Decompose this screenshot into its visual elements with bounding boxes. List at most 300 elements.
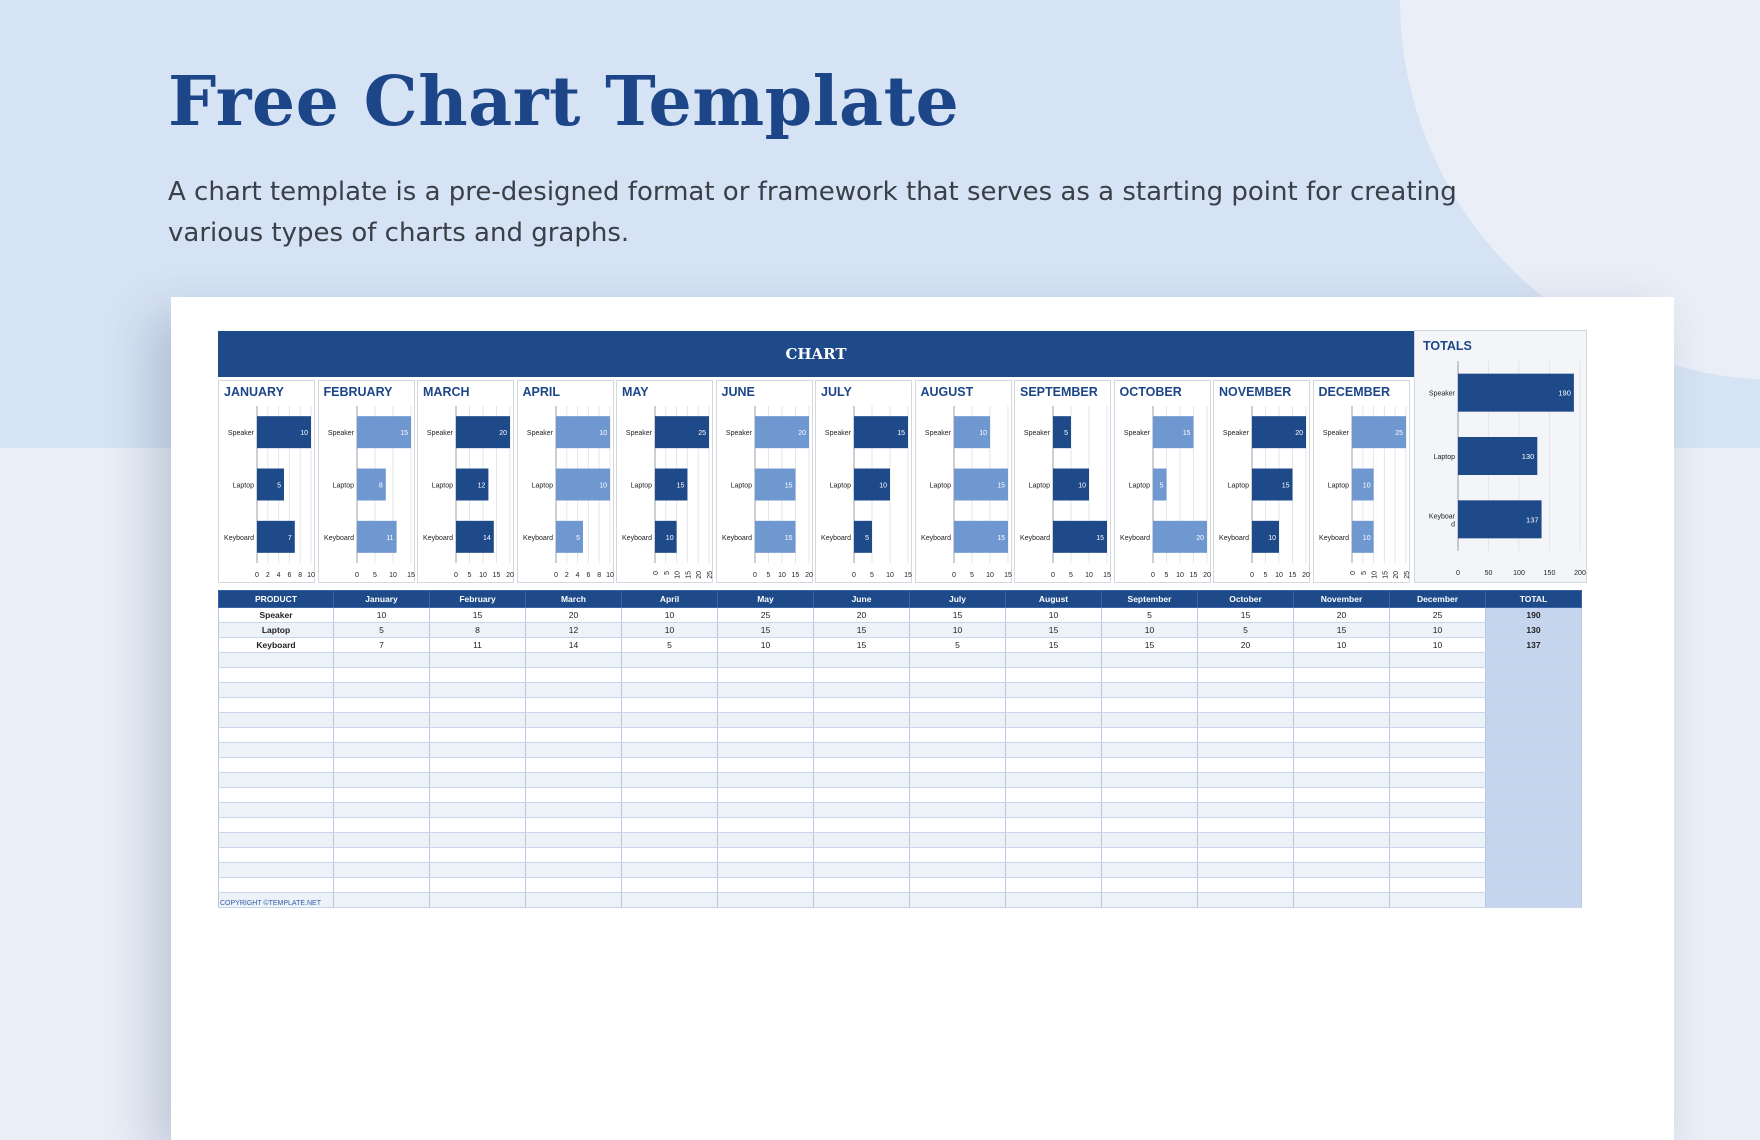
empty-cell[interactable] xyxy=(1390,758,1486,773)
empty-cell[interactable] xyxy=(1102,848,1198,863)
empty-cell[interactable] xyxy=(334,683,430,698)
empty-cell[interactable] xyxy=(910,818,1006,833)
empty-cell[interactable] xyxy=(526,713,622,728)
total-cell[interactable]: 190 xyxy=(1486,608,1582,623)
empty-cell[interactable] xyxy=(1006,863,1102,878)
empty-cell[interactable] xyxy=(718,788,814,803)
empty-cell[interactable] xyxy=(1102,803,1198,818)
value-cell[interactable]: 7 xyxy=(334,638,430,653)
category-label: Speaker xyxy=(1023,430,1050,438)
empty-cell[interactable] xyxy=(622,833,718,848)
empty-cell[interactable] xyxy=(430,683,526,698)
empty-cell[interactable] xyxy=(219,863,334,878)
empty-cell[interactable] xyxy=(622,743,718,758)
value-cell[interactable]: 15 xyxy=(1294,623,1390,638)
empty-cell[interactable] xyxy=(1390,653,1486,668)
empty-cell[interactable] xyxy=(1102,698,1198,713)
empty-cell[interactable] xyxy=(718,668,814,683)
empty-cell[interactable] xyxy=(1294,893,1390,908)
empty-cell[interactable] xyxy=(1102,788,1198,803)
empty-cell[interactable] xyxy=(334,773,430,788)
empty-cell[interactable] xyxy=(814,683,910,698)
empty-cell[interactable] xyxy=(430,818,526,833)
empty-cell[interactable] xyxy=(814,773,910,788)
value-cell[interactable]: 15 xyxy=(718,623,814,638)
empty-cell[interactable] xyxy=(430,773,526,788)
empty-cell[interactable] xyxy=(814,758,910,773)
empty-cell[interactable] xyxy=(1486,698,1582,713)
value-cell[interactable]: 5 xyxy=(1102,608,1198,623)
empty-cell[interactable] xyxy=(910,668,1006,683)
empty-cell[interactable] xyxy=(1198,653,1294,668)
empty-cell[interactable] xyxy=(1390,743,1486,758)
empty-cell[interactable] xyxy=(219,848,334,863)
empty-cell[interactable] xyxy=(1006,848,1102,863)
empty-cell[interactable] xyxy=(1294,758,1390,773)
empty-cell[interactable] xyxy=(1102,773,1198,788)
empty-cell[interactable] xyxy=(334,713,430,728)
empty-cell[interactable] xyxy=(334,698,430,713)
empty-cell[interactable] xyxy=(1486,818,1582,833)
total-cell[interactable]: 137 xyxy=(1486,638,1582,653)
empty-cell[interactable] xyxy=(1486,878,1582,893)
empty-cell[interactable] xyxy=(430,788,526,803)
chart-title: JANUARY xyxy=(224,385,284,399)
value-cell[interactable]: 15 xyxy=(1006,623,1102,638)
empty-cell[interactable] xyxy=(814,713,910,728)
empty-cell[interactable] xyxy=(430,728,526,743)
empty-cell[interactable] xyxy=(219,728,334,743)
empty-cell[interactable] xyxy=(622,713,718,728)
empty-cell[interactable] xyxy=(1198,758,1294,773)
empty-cell[interactable] xyxy=(526,803,622,818)
empty-cell[interactable] xyxy=(1486,893,1582,908)
value-cell[interactable]: 10 xyxy=(622,608,718,623)
empty-cell[interactable] xyxy=(718,698,814,713)
empty-cell[interactable] xyxy=(1198,863,1294,878)
empty-cell[interactable] xyxy=(910,683,1006,698)
value-cell[interactable]: 25 xyxy=(1390,608,1486,623)
empty-cell[interactable] xyxy=(718,893,814,908)
empty-cell[interactable] xyxy=(1102,893,1198,908)
empty-cell[interactable] xyxy=(814,818,910,833)
empty-cell[interactable] xyxy=(622,803,718,818)
empty-cell[interactable] xyxy=(1486,683,1582,698)
empty-cell[interactable] xyxy=(1198,698,1294,713)
value-cell[interactable]: 12 xyxy=(526,623,622,638)
empty-cell[interactable] xyxy=(910,863,1006,878)
bar-value-label: 10 xyxy=(665,534,674,542)
empty-cell[interactable] xyxy=(814,848,910,863)
empty-cell[interactable] xyxy=(718,713,814,728)
value-cell[interactable]: 10 xyxy=(1006,608,1102,623)
empty-cell[interactable] xyxy=(1006,698,1102,713)
value-cell[interactable]: 5 xyxy=(622,638,718,653)
empty-cell[interactable] xyxy=(1486,743,1582,758)
empty-cell[interactable] xyxy=(526,683,622,698)
empty-cell[interactable] xyxy=(622,773,718,788)
empty-cell[interactable] xyxy=(334,803,430,818)
empty-cell[interactable] xyxy=(526,773,622,788)
spreadsheet-sheet xyxy=(171,297,1674,1140)
value-cell[interactable]: 15 xyxy=(1198,608,1294,623)
empty-cell[interactable] xyxy=(334,758,430,773)
empty-cell[interactable] xyxy=(1294,668,1390,683)
value-cell[interactable]: 10 xyxy=(1390,623,1486,638)
empty-cell[interactable] xyxy=(1102,728,1198,743)
empty-cell[interactable] xyxy=(814,893,910,908)
value-cell[interactable]: 25 xyxy=(718,608,814,623)
empty-cell[interactable] xyxy=(1390,683,1486,698)
value-cell[interactable]: 10 xyxy=(910,623,1006,638)
value-cell[interactable]: 14 xyxy=(526,638,622,653)
empty-cell[interactable] xyxy=(1198,848,1294,863)
empty-cell[interactable] xyxy=(622,758,718,773)
value-cell[interactable]: 15 xyxy=(1006,638,1102,653)
empty-cell[interactable] xyxy=(1198,893,1294,908)
empty-cell[interactable] xyxy=(1390,863,1486,878)
empty-cell[interactable] xyxy=(718,773,814,788)
empty-cell[interactable] xyxy=(622,683,718,698)
empty-cell[interactable] xyxy=(219,683,334,698)
empty-cell[interactable] xyxy=(430,698,526,713)
empty-cell[interactable] xyxy=(526,698,622,713)
empty-cell[interactable] xyxy=(1294,698,1390,713)
empty-cell[interactable] xyxy=(1294,743,1390,758)
empty-cell[interactable] xyxy=(718,743,814,758)
empty-cell[interactable] xyxy=(718,758,814,773)
empty-cell[interactable] xyxy=(526,893,622,908)
empty-cell[interactable] xyxy=(334,878,430,893)
empty-cell[interactable] xyxy=(910,713,1006,728)
empty-cell[interactable] xyxy=(430,743,526,758)
empty-cell[interactable] xyxy=(1486,848,1582,863)
empty-cell[interactable] xyxy=(910,773,1006,788)
value-cell[interactable]: 10 xyxy=(718,638,814,653)
empty-cell[interactable] xyxy=(622,863,718,878)
empty-cell[interactable] xyxy=(622,788,718,803)
empty-cell[interactable] xyxy=(1486,773,1582,788)
empty-cell[interactable] xyxy=(1294,683,1390,698)
empty-cell[interactable] xyxy=(526,668,622,683)
empty-cell[interactable] xyxy=(334,668,430,683)
empty-cell[interactable] xyxy=(1294,818,1390,833)
empty-cell[interactable] xyxy=(622,848,718,863)
empty-cell[interactable] xyxy=(1486,863,1582,878)
value-cell[interactable]: 15 xyxy=(1102,638,1198,653)
empty-cell[interactable] xyxy=(718,728,814,743)
tick-label: 0 xyxy=(1250,572,1254,579)
empty-cell[interactable] xyxy=(1390,788,1486,803)
value-cell[interactable]: 20 xyxy=(1198,638,1294,653)
empty-cell[interactable] xyxy=(1102,653,1198,668)
empty-cell[interactable] xyxy=(219,713,334,728)
empty-cell[interactable] xyxy=(219,818,334,833)
empty-cell[interactable] xyxy=(334,818,430,833)
chart-title: APRIL xyxy=(522,385,560,399)
tick-label: 5 xyxy=(663,571,671,575)
empty-cell[interactable] xyxy=(910,893,1006,908)
empty-cell[interactable] xyxy=(1006,668,1102,683)
empty-cell[interactable] xyxy=(219,668,334,683)
value-cell[interactable]: 10 xyxy=(1102,623,1198,638)
empty-cell[interactable] xyxy=(526,818,622,833)
value-cell[interactable]: 20 xyxy=(814,608,910,623)
empty-cell[interactable] xyxy=(814,803,910,818)
empty-cell[interactable] xyxy=(718,863,814,878)
value-cell[interactable]: 5 xyxy=(910,638,1006,653)
empty-cell[interactable] xyxy=(1006,833,1102,848)
empty-cell[interactable] xyxy=(1294,713,1390,728)
tick-label: 0 xyxy=(951,572,956,579)
empty-cell[interactable] xyxy=(334,893,430,908)
empty-cell[interactable] xyxy=(814,698,910,713)
value-cell[interactable]: 8 xyxy=(430,623,526,638)
value-cell[interactable]: 15 xyxy=(430,608,526,623)
empty-cell[interactable] xyxy=(430,653,526,668)
empty-cell[interactable] xyxy=(1294,653,1390,668)
empty-cell[interactable] xyxy=(334,653,430,668)
empty-cell[interactable] xyxy=(334,743,430,758)
empty-cell[interactable] xyxy=(526,758,622,773)
value-cell[interactable]: 10 xyxy=(1294,638,1390,653)
empty-cell[interactable] xyxy=(1390,728,1486,743)
empty-cell[interactable] xyxy=(1102,743,1198,758)
empty-cell[interactable] xyxy=(814,863,910,878)
empty-cell[interactable] xyxy=(526,788,622,803)
chart-title: JULY xyxy=(821,385,852,399)
empty-cell[interactable] xyxy=(622,893,718,908)
empty-cell[interactable] xyxy=(1486,713,1582,728)
empty-cell[interactable] xyxy=(1198,833,1294,848)
empty-cell[interactable] xyxy=(1006,743,1102,758)
empty-cell[interactable] xyxy=(1294,848,1390,863)
total-cell[interactable]: 130 xyxy=(1486,623,1582,638)
empty-cell[interactable] xyxy=(219,803,334,818)
product-cell[interactable]: Speaker xyxy=(219,608,334,623)
empty-cell[interactable] xyxy=(1198,743,1294,758)
value-cell[interactable]: 5 xyxy=(334,623,430,638)
empty-cell[interactable] xyxy=(219,878,334,893)
value-cell[interactable]: 10 xyxy=(334,608,430,623)
empty-cell[interactable] xyxy=(910,878,1006,893)
empty-cell[interactable] xyxy=(1198,683,1294,698)
bar-value-label: 15 xyxy=(1182,430,1190,438)
empty-cell[interactable] xyxy=(1198,878,1294,893)
value-cell[interactable]: 15 xyxy=(814,638,910,653)
empty-cell[interactable] xyxy=(334,833,430,848)
value-cell[interactable]: 10 xyxy=(1390,638,1486,653)
empty-cell[interactable] xyxy=(910,788,1006,803)
empty-cell[interactable] xyxy=(718,803,814,818)
empty-cell[interactable] xyxy=(622,818,718,833)
empty-cell[interactable] xyxy=(1294,878,1390,893)
tick-label: 20 xyxy=(1202,572,1211,579)
empty-cell[interactable] xyxy=(1006,893,1102,908)
empty-cell[interactable] xyxy=(1390,848,1486,863)
empty-cell[interactable] xyxy=(1198,803,1294,818)
empty-cell[interactable] xyxy=(219,773,334,788)
empty-cell[interactable] xyxy=(1102,833,1198,848)
empty-cell[interactable] xyxy=(1102,668,1198,683)
empty-cell[interactable] xyxy=(430,713,526,728)
empty-cell[interactable] xyxy=(1294,803,1390,818)
empty-cell[interactable] xyxy=(1390,773,1486,788)
empty-cell[interactable] xyxy=(430,758,526,773)
empty-cell[interactable] xyxy=(526,653,622,668)
empty-cell[interactable] xyxy=(1198,713,1294,728)
empty-cell[interactable] xyxy=(718,653,814,668)
empty-cell[interactable] xyxy=(1294,788,1390,803)
tick-label: 2 xyxy=(265,572,270,579)
empty-cell[interactable] xyxy=(219,833,334,848)
empty-cell[interactable] xyxy=(622,653,718,668)
category-label: Keyboard xyxy=(323,534,354,542)
empty-cell[interactable] xyxy=(1102,878,1198,893)
empty-cell[interactable] xyxy=(1390,818,1486,833)
empty-cell[interactable] xyxy=(622,698,718,713)
empty-cell[interactable] xyxy=(1486,788,1582,803)
empty-cell[interactable] xyxy=(814,788,910,803)
empty-cell[interactable] xyxy=(1390,833,1486,848)
empty-cell[interactable] xyxy=(1390,698,1486,713)
empty-cell[interactable] xyxy=(334,863,430,878)
empty-cell[interactable] xyxy=(1102,758,1198,773)
empty-cell[interactable] xyxy=(1102,683,1198,698)
empty-cell[interactable] xyxy=(526,863,622,878)
value-cell[interactable]: 20 xyxy=(526,608,622,623)
empty-cell[interactable] xyxy=(334,848,430,863)
empty-cell[interactable] xyxy=(1006,683,1102,698)
empty-cell[interactable] xyxy=(1006,878,1102,893)
empty-cell[interactable] xyxy=(910,728,1006,743)
empty-cell[interactable] xyxy=(1006,653,1102,668)
empty-cell[interactable] xyxy=(814,728,910,743)
empty-cell[interactable] xyxy=(526,878,622,893)
empty-cell[interactable] xyxy=(430,668,526,683)
empty-cell[interactable] xyxy=(1006,728,1102,743)
empty-cell[interactable] xyxy=(219,788,334,803)
empty-cell[interactable] xyxy=(1006,773,1102,788)
empty-cell[interactable] xyxy=(1486,803,1582,818)
empty-cell[interactable] xyxy=(1390,803,1486,818)
empty-cell[interactable] xyxy=(1486,758,1582,773)
empty-cell[interactable] xyxy=(1486,668,1582,683)
empty-cell[interactable] xyxy=(814,833,910,848)
empty-cell[interactable] xyxy=(1486,728,1582,743)
value-cell[interactable]: 10 xyxy=(622,623,718,638)
empty-cell[interactable] xyxy=(1294,863,1390,878)
tick-label: 15 xyxy=(1381,571,1389,579)
value-cell[interactable]: 15 xyxy=(910,608,1006,623)
product-cell[interactable]: Laptop xyxy=(219,623,334,638)
empty-cell[interactable] xyxy=(1390,713,1486,728)
empty-cell[interactable] xyxy=(910,653,1006,668)
value-cell[interactable]: 5 xyxy=(1198,623,1294,638)
empty-cell[interactable] xyxy=(1294,773,1390,788)
empty-cell[interactable] xyxy=(910,848,1006,863)
empty-cell[interactable] xyxy=(430,878,526,893)
empty-cell[interactable] xyxy=(219,653,334,668)
tick-label: 5 xyxy=(372,572,377,579)
empty-cell[interactable] xyxy=(718,833,814,848)
empty-cell[interactable] xyxy=(718,878,814,893)
empty-cell[interactable] xyxy=(910,833,1006,848)
empty-cell[interactable] xyxy=(1486,833,1582,848)
empty-cell[interactable] xyxy=(1006,713,1102,728)
empty-cell[interactable] xyxy=(718,818,814,833)
empty-cell[interactable] xyxy=(219,758,334,773)
month-chart-panel xyxy=(1114,380,1211,583)
empty-cell[interactable] xyxy=(1006,803,1102,818)
empty-cell[interactable] xyxy=(219,743,334,758)
value-cell[interactable]: 15 xyxy=(814,623,910,638)
empty-cell[interactable] xyxy=(1390,893,1486,908)
empty-cell[interactable] xyxy=(910,743,1006,758)
empty-cell[interactable] xyxy=(430,848,526,863)
month-column-header: February xyxy=(430,591,526,608)
empty-cell[interactable] xyxy=(1006,758,1102,773)
month-chart-panel xyxy=(318,380,415,583)
empty-cell[interactable] xyxy=(814,878,910,893)
empty-cell[interactable] xyxy=(1294,833,1390,848)
empty-cell[interactable] xyxy=(814,668,910,683)
empty-cell[interactable] xyxy=(1006,818,1102,833)
empty-cell[interactable] xyxy=(814,743,910,758)
empty-cell[interactable] xyxy=(910,698,1006,713)
empty-cell[interactable] xyxy=(622,668,718,683)
empty-cell[interactable] xyxy=(1102,713,1198,728)
empty-cell[interactable] xyxy=(1294,728,1390,743)
tick-label: 0 xyxy=(454,572,458,579)
empty-cell[interactable] xyxy=(526,848,622,863)
empty-cell[interactable] xyxy=(1102,863,1198,878)
product-cell[interactable]: Keyboard xyxy=(219,638,334,653)
month-bar-chart xyxy=(219,381,316,584)
empty-cell[interactable] xyxy=(1198,788,1294,803)
empty-cell[interactable] xyxy=(334,788,430,803)
empty-cell[interactable] xyxy=(1390,668,1486,683)
empty-cell[interactable] xyxy=(1006,788,1102,803)
empty-cell[interactable] xyxy=(526,743,622,758)
empty-cell[interactable] xyxy=(1102,818,1198,833)
empty-cell[interactable] xyxy=(622,728,718,743)
value-cell[interactable]: 20 xyxy=(1294,608,1390,623)
bar-value-label: 10 xyxy=(978,430,987,438)
empty-cell[interactable] xyxy=(1198,728,1294,743)
empty-cell[interactable] xyxy=(1198,818,1294,833)
empty-cell[interactable] xyxy=(219,698,334,713)
empty-cell[interactable] xyxy=(718,848,814,863)
empty-cell[interactable] xyxy=(430,833,526,848)
empty-cell[interactable] xyxy=(1198,773,1294,788)
empty-cell[interactable] xyxy=(430,803,526,818)
empty-cell[interactable] xyxy=(910,803,1006,818)
empty-cell[interactable] xyxy=(1198,668,1294,683)
empty-cell[interactable] xyxy=(718,683,814,698)
empty-cell[interactable] xyxy=(334,728,430,743)
empty-cell[interactable] xyxy=(1486,653,1582,668)
empty-cell[interactable] xyxy=(526,833,622,848)
empty-cell[interactable] xyxy=(430,893,526,908)
empty-cell[interactable] xyxy=(622,878,718,893)
empty-cell[interactable] xyxy=(1390,878,1486,893)
empty-cell[interactable] xyxy=(526,728,622,743)
empty-cell[interactable] xyxy=(910,758,1006,773)
value-cell[interactable]: 11 xyxy=(430,638,526,653)
empty-cell[interactable] xyxy=(430,863,526,878)
empty-cell[interactable] xyxy=(814,653,910,668)
